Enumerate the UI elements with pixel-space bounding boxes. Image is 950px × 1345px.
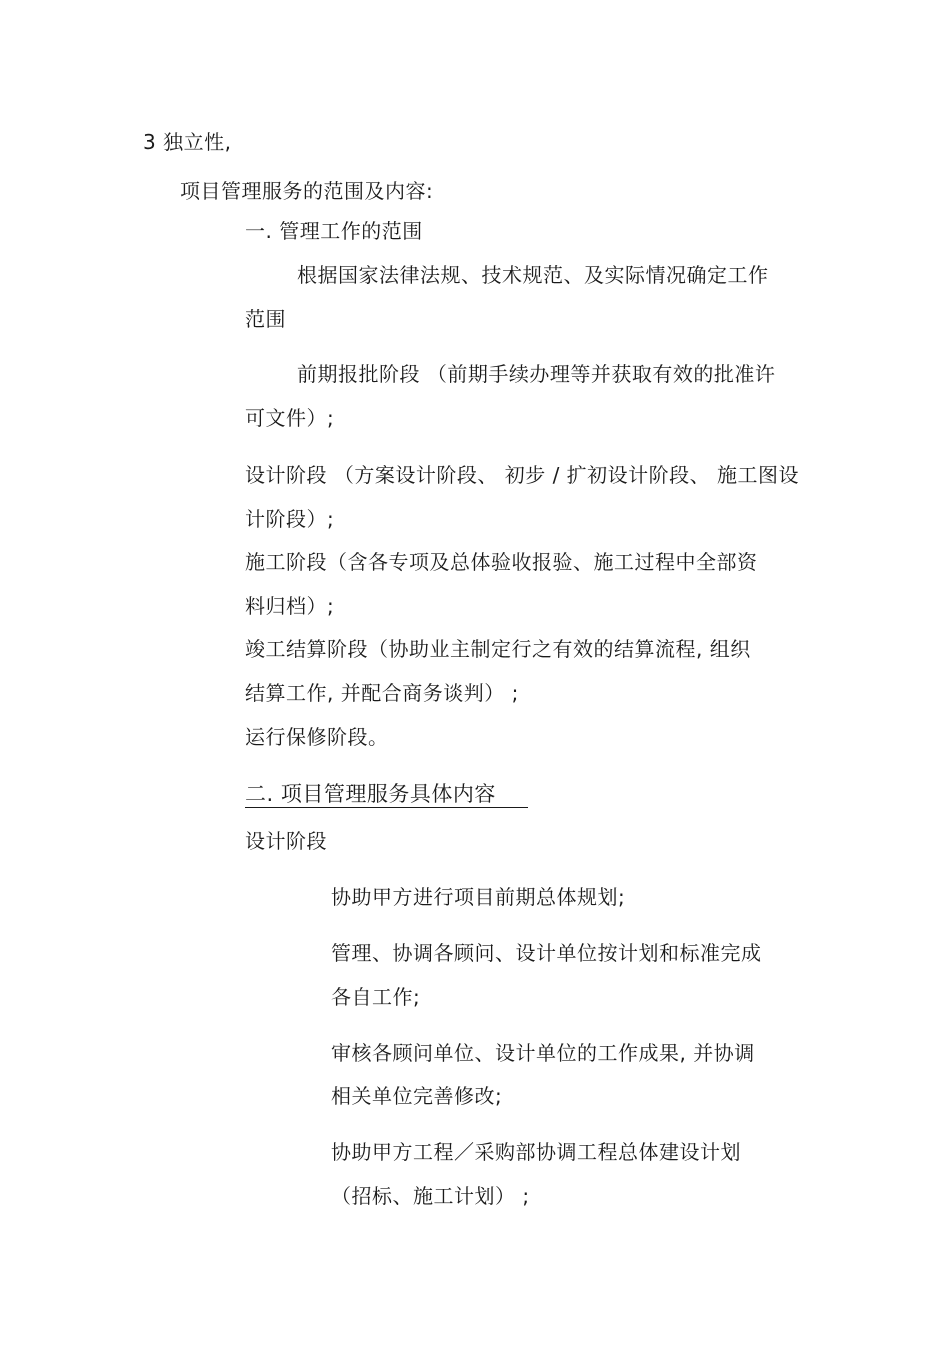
list-item: 审核各顾问单位、设计单位的工作成果, 并协调 [331,1041,755,1065]
design-stage-label: 设计阶段 [245,829,327,853]
paragraph-line: 可文件）; [245,406,335,430]
paragraph-line: 结算工作, 并配合商务谈判） ; [245,681,519,705]
paragraph-line: 范围 [245,307,286,331]
list-item: 管理、协调各顾问、设计单位按计划和标准完成 [331,941,762,965]
section-number-independence: 3 独立性, [143,130,232,154]
list-item-continuation: （招标、施工计划） ; [331,1184,530,1208]
paragraph-line: 竣工结算阶段（协助业主制定行之有效的结算流程, 组织 [245,637,751,661]
list-item: 协助甲方工程／采购部协调工程总体建设计划 [331,1140,741,1164]
list-item-continuation: 各自工作; [331,985,421,1009]
paragraph-line: 运行保修阶段。 [245,725,389,749]
scope-intro-heading: 项目管理服务的范围及内容: [180,179,434,203]
paragraph-line: 计阶段）; [245,507,335,531]
paragraph-line: 前期报批阶段 （前期手续办理等并获取有效的批准许 [297,362,776,386]
paragraph-line: 根据国家法律法规、技术规范、及实际情况确定工作 [297,263,769,287]
paragraph-line: 设计阶段 （方案设计阶段、 初步 / 扩初设计阶段、 施工图设 [245,463,800,487]
subheading-service-content-text: 二. 项目管理服务具体内容 [245,781,528,808]
list-item: 协助甲方进行项目前期总体规划; [331,885,626,909]
paragraph-line: 料归档）; [245,594,335,618]
list-item-continuation: 相关单位完善修改; [331,1084,503,1108]
subheading-service-content [245,780,528,808]
paragraph-line: 施工阶段（含各专项及总体验收报验、施工过程中全部资 [245,550,758,574]
subheading-management-scope: 一. 管理工作的范围 [245,219,423,243]
